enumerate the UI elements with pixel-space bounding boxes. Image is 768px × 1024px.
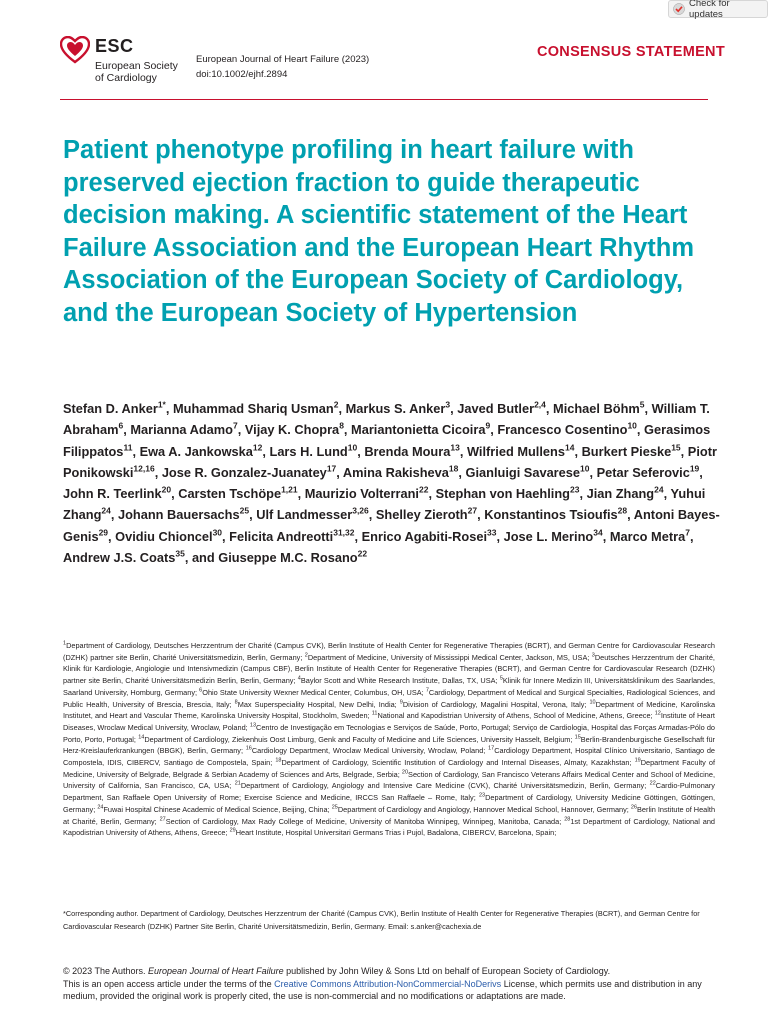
author-affiliation-marker: 9 (485, 421, 491, 432)
header-divider (60, 99, 708, 100)
author-affiliation-marker: 5 (639, 399, 645, 410)
author-name: Giuseppe M.C. Rosano (218, 550, 358, 566)
author-name: Petar Seferovic (596, 464, 690, 480)
article-title: Patient phenotype profiling in heart failure with preserved ejection fraction to guide therapeutic decision making. A scientific statement of the Heart Failure Association and the European Heart Rhythm Association of the European Society of Cardiology, and the European Society of Hypertension (63, 136, 695, 327)
affiliation-text: Centro de Investigação em Tecnologias e Serviços de Saúde, Porto, Portugal; (256, 722, 511, 732)
author-affiliation-marker: 12,16 (133, 463, 155, 474)
author-name: Vijay K. Chopra (244, 422, 340, 438)
author-affiliation-marker: 3 (445, 399, 451, 410)
affiliation-number: 27 (159, 816, 166, 823)
author-name: John R. Teerlink (63, 486, 162, 502)
author-affiliation-marker: 2 (333, 399, 339, 410)
affiliation-number: 2 (304, 652, 308, 659)
author-affiliation-marker: 1,21 (281, 484, 298, 495)
affiliation-number: 6 (199, 687, 203, 694)
affiliation-text: Berlin Institute of Health at Charité, Berlin, Germany; (63, 804, 716, 826)
author-affiliation-marker: 7 (232, 421, 238, 432)
affiliation-text: Department of Cardiology, University Medicine Göttingen, Göttingen, Germany; (63, 793, 716, 814)
affiliation-text: Department of Cardiology and Angiology, Hannover Medical School, Hannover, Germany; (337, 804, 629, 814)
check-for-updates-button[interactable] (668, 0, 768, 18)
affiliation-number: 4 (297, 675, 301, 682)
author-name: Jose R. Gonzalez-Juanatey (161, 464, 327, 480)
cc-license-link[interactable]: Creative Commons Attribution-NonCommercial-NoDerivs (274, 978, 502, 989)
author-affiliation-marker: 10 (580, 463, 590, 474)
affiliation-number: 20 (401, 769, 409, 776)
author-name: Mariantonietta Cicoira (351, 422, 486, 438)
author-name: Andrew J.S. Coats (63, 550, 176, 566)
author-affiliation-marker: 30 (212, 527, 223, 538)
affiliation-number: 26 (630, 804, 638, 811)
author-name: Marianna Adamo (130, 422, 233, 438)
author-name: Maurizio Volterrani (304, 486, 419, 502)
author-name: Konstantinos Tsioufis (484, 507, 618, 523)
open-access-suffix: License, which permits use and distribution in any medium, provided the original work is properly cited, the use is non-commercial and no modifications or adaptations are made. (63, 978, 702, 1001)
copyright-suffix: published by John Wiley & Sons Ltd on behalf of European Society of Cardiology. (283, 966, 611, 976)
affiliation-text: Department of Cardiology, Angiology and Intensive Care Medicine (CVK), Charité Universitätsmedizin, Berlin, Germany; (240, 781, 647, 791)
author-name: Wilfried Mullens (466, 443, 565, 459)
author-affiliation-marker: 31,32 (333, 527, 355, 538)
author-name: Shelley Zieroth (375, 507, 468, 523)
affiliation-text: Department of Cardiology, Deutsches Herzzentrum der Charité (Campus CVK), Berlin Institute of Health Center for Regenerative Therapies (BCRT), and German Centre for Cardiovascular Research (DZHK) partner site Berlin, Charité Universitätsmedizin, Berlin, Germany; (63, 641, 715, 662)
author-name: Lars H. Lund (269, 443, 348, 459)
logo-society-name (95, 60, 185, 84)
author-list: Stefan D. Anker$^{1*}$, Muhammad Shariq Usman$^2$, Markus S. Anker$^3$, Javed Butler$^{2,4}$, Michael Böhm$^5$, William T. Abraham$^6$, Marianna Adamo$^7$, Vijay K. Chopra$^8$, Mariantonietta Cicoira$^9$, Francesco Cosentino$^{10}$, Gerasimos Filippatos$^{11}$, Ewa A. Jankowska$^{12}$, Lars H. Lund$^{10}$, Brenda Moura$^{13}$, Wilfried Mullens$^{14}$, Burkert Pieske$^{15}$, Piotr Ponikowski$^{12,16}$, Jose R. Gonzalez-Juanatey$^{17}$, Amina Rakisheva$^{18}$, Gianluigi Savarese$^{10}$, Petar Seferovic$^{19}$, John R. Teerlink$^{20}$, Carsten Tschöpe$^{1,21}$, Maurizio Volterrani$^{22}$, Stephan von Haehling$^{23}$, Jian Zhang$^{24}$, Yuhui Zhang$^{24}$, Johann Bauersachs$^{25}$, Ulf Landmesser$^{3,26}$, Shelley Zieroth$^{27}$, Konstantinos Tsioufis$^{28}$, Antoni Bayes-Genis$^{29}$, Ovidiu Chioncel$^{30}$, Felicita Andreotti$^{31,32}$, Enrico Agabiti-Rosei$^{33}$, Jose L. Merino$^{34}$, Marco Metra$^7$, Andrew J.S. Coats$^{35}$, and Giuseppe M.C. Rosano$^{22}$ (63, 399, 720, 566)
author-name: Ewa A. Jankowska (139, 443, 253, 459)
author-name: Javed Butler (457, 401, 535, 416)
author-affiliation-marker: 17 (326, 463, 337, 474)
author-name: Burkert Pieske (581, 443, 672, 459)
author-affiliation-marker: 12 (252, 442, 263, 453)
affiliation-text: Fuwai Hospital Chinese Academic of Medical Science, Beijing, China; (103, 804, 330, 814)
affiliation-text: Cardiology Department, Hospital Clínico Universitario, Santiago de Compostela, IDIS, CIBERCV, Santiago de Compostela, Spain; (63, 746, 716, 768)
affiliation-number: 22 (649, 781, 656, 787)
author-affiliation-marker: 24 (101, 506, 111, 517)
affiliation-text: Klinik für Innere Medizin III, Universitätsklinikum des Saarlandes, Saarland University, Homburg, Germany; (63, 676, 716, 697)
affiliation-text: Serviço de Cardiologia, Hospital das Forças Armadas-Pólo do Porto, Porto, Portugal; (63, 722, 715, 744)
author-name: Michael Böhm (553, 401, 640, 416)
affiliation-text: Department of Cardiology, Ziekenhuis Oost Limburg, Genk and Faculty of Medicine and Life Sciences, University Hasselt, Belgium; (144, 734, 573, 744)
author-affiliation-marker: 33 (487, 527, 497, 538)
affiliation-number: 12 (654, 710, 661, 717)
affiliation-number: 11 (371, 710, 378, 717)
journal-italic: European Journal of Heart Failure (148, 966, 284, 976)
author-name: William T. Abraham (63, 401, 710, 438)
author-affiliation-marker: 25 (239, 506, 250, 517)
affiliation-text: Baylor Scott and White Research Institute, Dallas, TX, USA; (300, 676, 498, 686)
esc-logo (60, 34, 180, 90)
corresponding-author-footnote: *Corresponding author. Department of Cardiology, Deutsches Herzzentrum der Charité (Campus CVK), Berlin Institute of Health Center for Regenerative Therapies (BCRT), and German Centre for Cardiovascular Research (DZHK) Partner Site Berlin, Charité Universitätsmedizin, Berlin, Germany. Email: s.anker@cachexia.de (63, 909, 700, 931)
affiliation-number: 25 (331, 804, 338, 811)
affiliation-text: Section of Cardiology, San Francisco Veterans Affairs Medical Center and School of Medicine, University of California, San Francisco, CA, USA; (63, 769, 715, 791)
affiliation-number: 23 (478, 792, 486, 799)
crossmark-icon (673, 3, 685, 15)
author-affiliation-marker: 13 (450, 442, 460, 453)
section-label: CONSENSUS STATEMENT (536, 44, 725, 60)
affiliation-number: 5 (499, 675, 503, 682)
author-name: Antoni Bayes-Genis (63, 507, 720, 544)
affiliations (63, 640, 715, 839)
author-affiliation-marker: 23 (569, 484, 580, 495)
affiliation-number: 9 (399, 699, 403, 706)
affiliation-text: Ohio State University Wexner Medical Center, Columbus, OH, USA; (202, 687, 424, 697)
affiliation-text: Institute of Heart Diseases, Wroclaw Medical University, Wroclaw, Poland; (63, 711, 715, 732)
affiliation-number: 19 (634, 757, 641, 764)
affiliation-number: 13 (249, 722, 257, 729)
check-for-updates-label: Check for updates (689, 0, 730, 20)
affiliation-text: Cardio-Pulmonary Department, San Raffaele Open University of Rome; Exercise Science and Medicine, IRCCS San Raffaele – Rome, Italy; (63, 781, 715, 803)
heart-logo-icon (60, 36, 90, 64)
open-access-prefix: This is an open access article under the terms of the (63, 978, 275, 989)
author-name: Jose L. Merino (503, 528, 594, 544)
author-affiliation-marker: 29 (98, 527, 109, 538)
author-affiliation-marker: 24 (654, 484, 664, 495)
affiliation-text: Deutsches Herzzentrum der Charité, Klinik für Kardiologie, Angiologie und Intensivmedizin (Campus CBF), Berlin Institute of Health Center for Regenerative Therapies (BCRT), and German Centre for Cardiovascular Research (DZHK) partner site Berlin, Charité Universitätsmedizin Berlin, Berlin, Germany; (63, 652, 715, 686)
affiliation-text: Section of Cardiology, Max Rady College of Medicine, University of Manitoba Winnipeg, Winnipeg, Manitoba, Canada; (165, 816, 562, 826)
affiliation-text: Heart Institute, Hospital Universitari Germans Trias i Pujol, Badalona, CIBERCV, Barcelona, Spain; (235, 828, 557, 838)
author-affiliation-marker: 15 (671, 442, 681, 453)
affiliation-number: 18 (275, 757, 282, 764)
affiliation-text: Max Superspeciality Hospital, New Delhi, India; (237, 699, 397, 709)
license-statement (63, 965, 715, 1003)
author-name: Marco Metra (609, 528, 686, 544)
author-name: Francesco Cosentino (497, 422, 628, 438)
author-name: Piotr Ponikowski (63, 443, 717, 480)
author-affiliation-marker: 35 (175, 548, 185, 559)
author-name: Felicita Andreotti (229, 528, 334, 544)
affiliation-text: Cardiology Department, Wroclaw Medical University, Wroclaw, Poland; (251, 746, 486, 756)
affiliation-text: Cardiology, Department of Medical and Surgical Specialties, Radiological Sciences, and Public Health, University of Brescia, Brescia, Italy; (63, 687, 715, 709)
author-name: Stefan D. Anker (63, 401, 158, 416)
logo-society-line2: of Cardiology (95, 72, 157, 84)
author-name: Muhammad Shariq Usman (173, 401, 334, 416)
affiliation-text: Department of Medicine, University of Mississippi Medical Center, Jackson, MS, USA; (307, 652, 590, 662)
author-affiliation-marker: 22 (419, 484, 429, 495)
author-name: Jian Zhang (586, 486, 655, 502)
affiliation-number: 10 (589, 699, 596, 706)
author-name: Yuhui Zhang (63, 486, 706, 523)
affiliation-number: 29 (229, 827, 236, 834)
author-affiliation-marker: 1* (157, 399, 166, 410)
doi[interactable]: doi:10.1002/ejhf.2894 (196, 69, 288, 80)
author-name: Amina Rakisheva (342, 464, 449, 480)
author-affiliation-marker: 27 (467, 506, 478, 517)
author-affiliation-marker: 18 (448, 463, 459, 474)
author-affiliation-marker: 3,26 (352, 506, 369, 517)
author-name: Markus S. Anker (345, 401, 446, 416)
author-name: Ulf Landmesser (256, 507, 353, 523)
affiliation-number: 28 (564, 816, 571, 823)
logo-society-line1: European Society (95, 60, 178, 72)
author-name: Ovidiu Chioncel (115, 528, 213, 544)
copyright-prefix: © 2023 The Authors. (63, 966, 149, 976)
journal-name: European Journal of Heart Failure (2023) (196, 54, 370, 65)
affiliation-number: 16 (245, 745, 252, 752)
journal-info (196, 52, 369, 82)
author-affiliation-marker: 7 (685, 527, 690, 538)
author-affiliation-marker: 34 (593, 527, 603, 538)
author-affiliation-marker: 20 (161, 484, 172, 495)
author-name: Carsten Tschöpe (178, 486, 282, 502)
author-name: Brenda Moura (364, 443, 451, 459)
author-affiliation-marker: 19 (689, 463, 700, 474)
page-header (60, 34, 725, 94)
affiliation-text: Department of Cardiology, Scientific Institution of Cardiology and Internal Diseases, Almaty, Kazakhstan; (281, 758, 632, 768)
author-affiliation-marker: 2,4 (534, 399, 546, 410)
affiliation-text: Department Faculty of Medicine, University of Belgrade, Belgrade & Serbian Academy of Sciences and Arts, Belgrade, Serbia; (63, 758, 716, 779)
author-name: Stephan von Haehling (435, 486, 570, 502)
author-affiliation-marker: 8 (339, 421, 344, 432)
author-affiliation-marker: 28 (617, 506, 628, 517)
affiliation-number: 7 (425, 687, 429, 694)
author-name: Gianluigi Savarese (465, 464, 581, 480)
affiliation-number: 24 (97, 804, 104, 811)
affiliation-text: Department of Medicine, Karolinska Institutet, and Heart and Vascular Theme, Karolinska University Hospital, Stockholm, Sweden; (63, 699, 716, 721)
author-affiliation-marker: 10 (347, 442, 358, 453)
affiliation-number: 8 (234, 699, 238, 706)
author-affiliation-marker: 14 (564, 442, 575, 453)
affiliation-number: 21 (234, 781, 241, 787)
affiliation-number: 15 (574, 734, 581, 741)
affiliation-number: 14 (138, 734, 145, 741)
author-affiliation-marker: 6 (118, 421, 124, 432)
affiliation-number: 1 (63, 640, 67, 647)
author-affiliation-marker: 10 (627, 421, 637, 432)
author-name: Gerasimos Filippatos (63, 422, 711, 459)
affiliation-text: National and Kapodistrian University of Athens, School of Medicine, Athens, Greece; (377, 711, 653, 721)
logo-esc-text: ESC (95, 36, 134, 56)
affiliation-text: 1st Department of Cardiology, National and Kapodistrian University of Athens, Athens, Greece; (63, 816, 716, 838)
affiliation-number: 3 (591, 652, 595, 659)
affiliation-text: Berlin-Brandenburgische Gesellschaft für Herz-Kreislauferkrankungen (BBGK), Berlin, Germany; (63, 734, 715, 756)
author-affiliation-marker: 22 (357, 548, 368, 559)
affiliation-text: Division of Cardiology, Magalini Hospital, Verona, Italy; (402, 699, 587, 709)
affiliation-number: 17 (488, 745, 495, 752)
author-name: Enrico Agabiti-Rosei (361, 528, 488, 544)
author-name: Johann Bauersachs (117, 507, 240, 523)
author-affiliation-marker: 11 (123, 442, 133, 453)
